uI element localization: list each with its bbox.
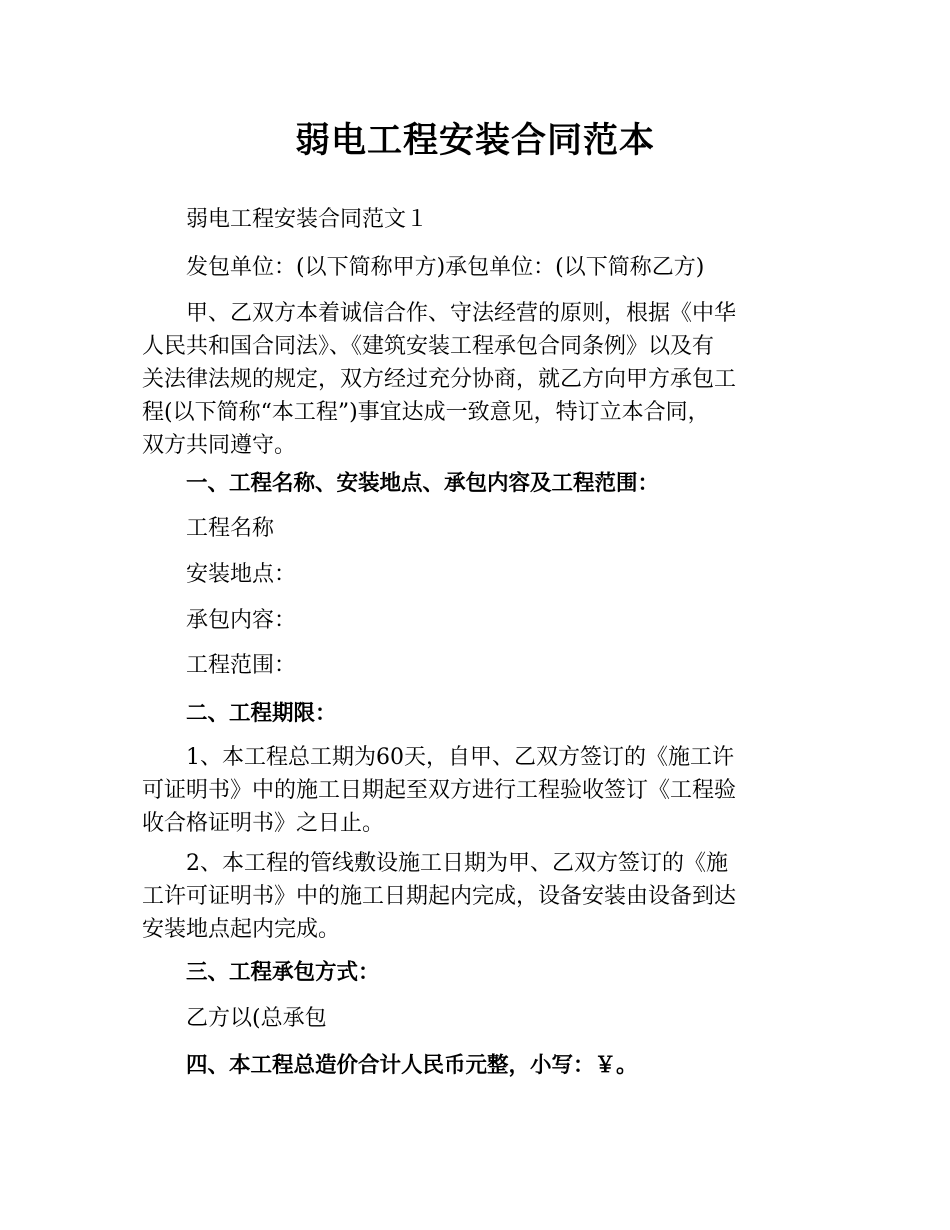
- section1-heading: 一、工程名称、安装地点、承包内容及工程范围：: [186, 471, 660, 496]
- clause2-line: 工许可证明书》中的施工日期起内完成，设备安装由设备到达: [142, 884, 737, 909]
- section3-heading: 三、工程承包方式：: [186, 960, 380, 985]
- section2-clause2: [142, 847, 812, 946]
- item-project-name: 工程名称: [186, 516, 275, 541]
- clause1-line: 可证明书》中的施工日期起至双方进行工程验收签订《工程验: [142, 778, 737, 803]
- clause1-line: 1、本工程总工期为60天，自甲、乙双方签订的《施工许: [186, 745, 734, 770]
- intro-line: 人民共和国合同法》、《建筑安装工程承包合同条例》以及有: [142, 334, 715, 359]
- section2-clause1: [142, 741, 812, 840]
- item-contract-content: 承包内容：: [186, 608, 297, 633]
- item-project-scope: 工程范围：: [186, 653, 297, 678]
- intro-line: 双方共同遵守。: [142, 433, 297, 458]
- document-title: 弱电工程安装合同范本: [294, 121, 655, 161]
- clause1-line: 收合格证明书》之日止。: [142, 811, 385, 836]
- clause2-line: 安装地点起内完成。: [142, 917, 341, 942]
- document-subtitle: 弱电工程安装合同范文１: [186, 207, 429, 232]
- intro-paragraph: [142, 297, 812, 462]
- parties-line: 发包单位：(以下简称甲方)承包单位：(以下简称乙方): [186, 255, 705, 280]
- section2-heading: 二、工程期限：: [186, 701, 337, 726]
- intro-line: 程(以下简称“本工程”)事宜达成一致意见，特订立本合同，: [142, 400, 710, 425]
- intro-line: 甲、乙双方本着诚信合作、守法经营的原则，根据《中华: [186, 301, 737, 326]
- intro-line: 关法律法规的规定，双方经过充分协商，就乙方向甲方承包工: [142, 367, 737, 392]
- section3-text: 乙方以(总承包: [186, 1006, 327, 1031]
- section4-heading: 四、本工程总造价合计人民币元整，小写：￥。: [186, 1053, 638, 1078]
- item-install-location: 安装地点：: [186, 562, 297, 587]
- clause2-line: 2、本工程的管线敷设施工日期为甲、乙双方签订的《施: [186, 851, 728, 876]
